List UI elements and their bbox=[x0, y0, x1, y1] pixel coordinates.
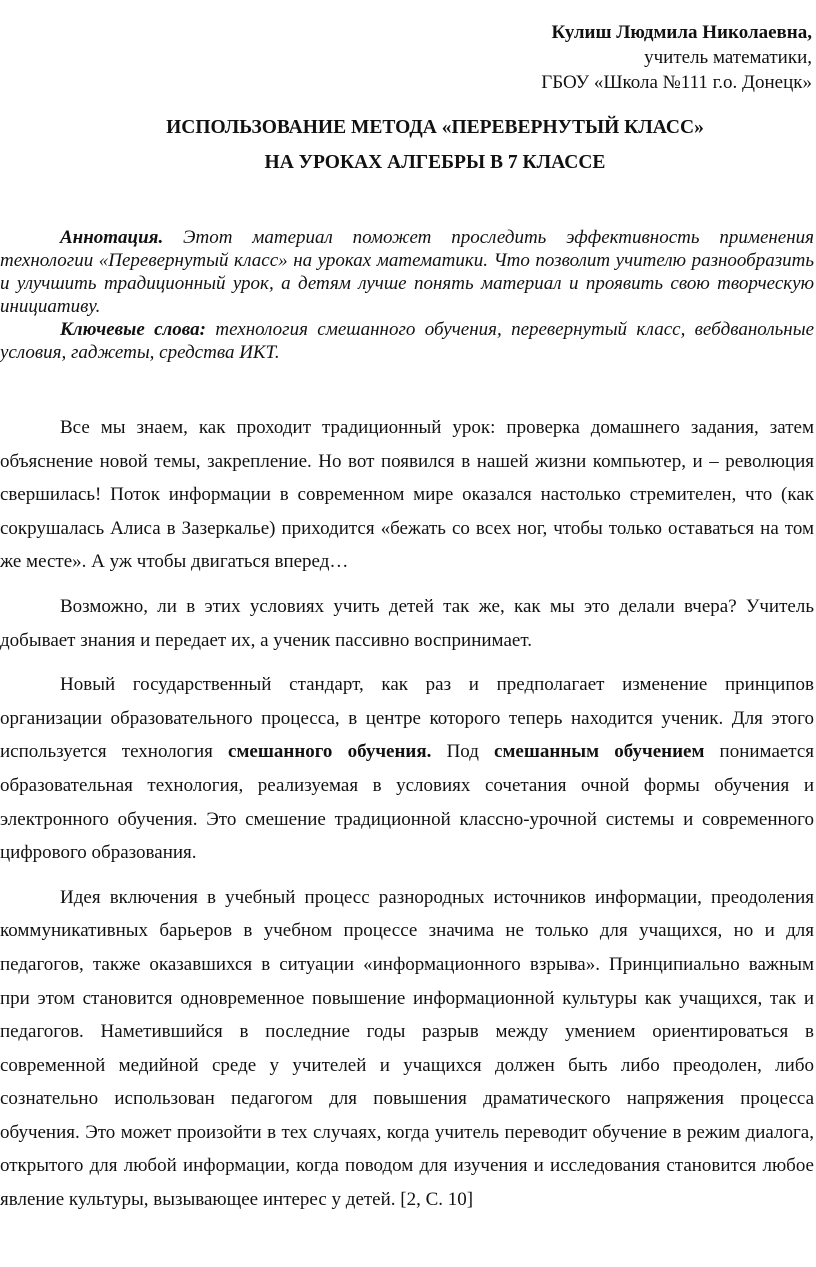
body-paragraph-4 bbox=[0, 881, 814, 1217]
p4-text: Идея включения в учебный процесс разнородных источников информации, преодоления коммуникативных барьеров в учебном процессе значима не только для учащихся, но и для педагогов, также оказавшихся в ситуации «информационного взрыва». Принципиально важным при этом становится одновременное повышение информационной культуры как учащихся, так и педагогов. Наметившийся в последние годы разрыв между умением ориентироваться в современной медийной среде у учителей и учащихся должен быть либо преодолен, либо сознательно использован педагогом для повышения драматического напряжения процесса обучения. Это может произойти в тех случаях, когда учитель переводит обучение в режим диалога, открытого для любой информации, когда поводом для изучения и исследования становится любое явление культуры, вызывающее интерес у детей. bbox=[0, 886, 814, 1211]
body-paragraph-2: Возможно, ли в этих условиях учить детей так же, как мы это делали вчера? Учитель добывает знания и передает их, а ученик пассивно воспринимает. bbox=[0, 595, 814, 651]
article-title-line-1: ИСПОЛЬЗОВАНИЕ МЕТОДА «ПЕРЕВЕРНУТЫЙ КЛАСС» bbox=[166, 117, 704, 138]
annotation-paragraph bbox=[0, 226, 814, 318]
keywords-paragraph bbox=[0, 318, 814, 364]
author-block bbox=[541, 20, 812, 95]
p3-bold-term-1: смешанного обучения. bbox=[228, 741, 432, 763]
body-paragraph-3 bbox=[0, 668, 814, 870]
keywords-label: Ключевые слова: bbox=[60, 319, 206, 340]
p3-text-c: Под bbox=[446, 741, 479, 763]
keywords-text: технология смешанного обучения, перевернутый класс, вебдванольные условия, гаджеты, средства ИКТ. bbox=[0, 319, 814, 363]
article-body bbox=[0, 411, 814, 1228]
annotation-block bbox=[0, 226, 814, 364]
p3-text-a: Новый государственный стандарт, как раз и предполагает изменение принципов организации образовательного процесса, в центре которого теперь находится ученик. Для этого используется технология bbox=[0, 674, 814, 763]
citation-reference: [2, С. 10] bbox=[400, 1189, 474, 1211]
annotation-label: Аннотация. bbox=[60, 227, 164, 248]
annotation-text: Этот материал поможет проследить эффективность применения технологии «Перевернутый класс» на уроках математики. Что позволит учителю разнообразить и улучшить традиционный урок, а детям лучше понять материал и проявить свою творческую инициативу. bbox=[0, 227, 814, 317]
article-title-line-2: НА УРОКАХ АЛГЕБРЫ В 7 КЛАССЕ bbox=[264, 152, 606, 173]
p3-text-d: понимается образовательная технология, реализуемая в условиях сочетания очной формы обучения и электронного обучения. Это смешение традиционной классно-урочной системы и современного цифрового образования. bbox=[0, 741, 815, 864]
author-name: Кулиш Людмила Николаевна, bbox=[551, 22, 812, 43]
author-school: ГБОУ «Школа №111 г.о. Донецк» bbox=[541, 72, 812, 93]
p3-bold-term-2: смешанным обучением bbox=[494, 741, 705, 763]
author-position: учитель математики, bbox=[644, 47, 812, 68]
body-paragraph-1: Все мы знаем, как проходит традиционный урок: проверка домашнего задания, затем объяснение новой темы, закрепление. Но вот появился в нашей жизни компьютер, и – революция свершилась! Поток информации в современном мире оказался настолько стремителен, что (как сокрушалась Алиса в Зазеркалье) приходится «бежать со всех ног, чтобы только оставаться на том же месте». А уж чтобы двигаться вперед… bbox=[0, 417, 814, 573]
